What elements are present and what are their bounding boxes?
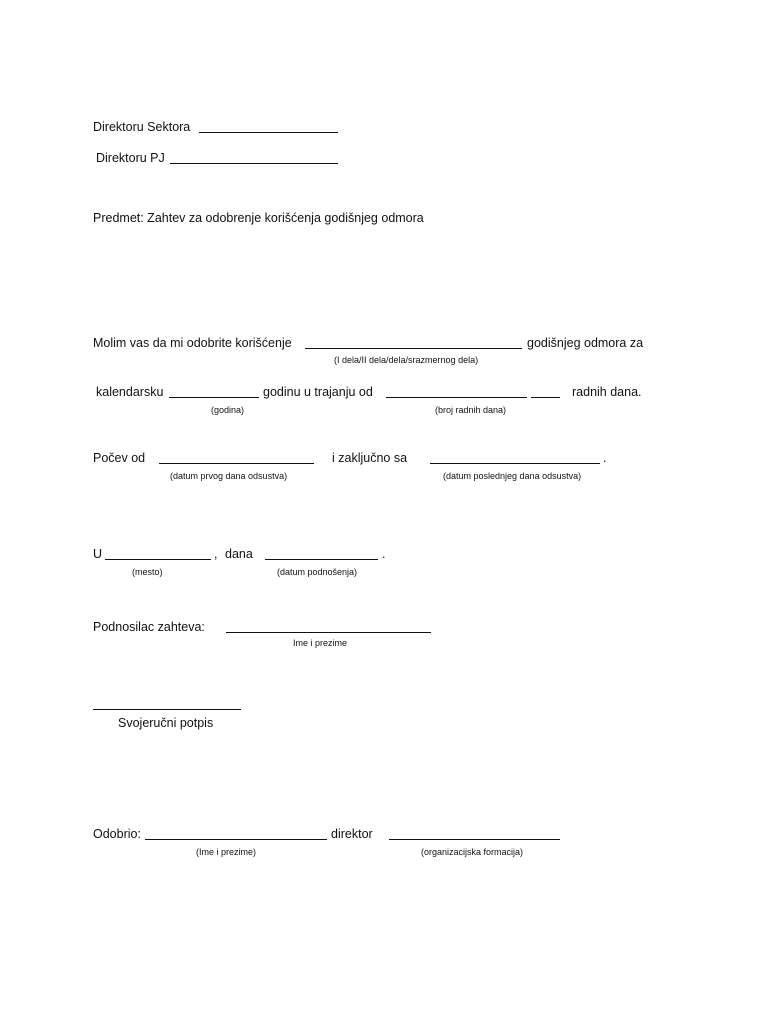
pj-director-label: Direktoru PJ: [96, 151, 165, 165]
days-extra-line[interactable]: [531, 397, 560, 398]
organization-hint: (organizacijska formacija): [421, 847, 524, 857]
start-label: Počev od: [93, 451, 146, 465]
subject-text: Predmet: Zahtev za odobrenje korišćenja godišnjeg odmora: [93, 211, 424, 225]
director-label: direktor: [331, 827, 373, 841]
request-line1-end: godišnjeg odmora za: [527, 336, 644, 350]
year-label: godinu u trajanju od: [263, 385, 373, 399]
place-label: U: [93, 547, 103, 561]
sector-director-line[interactable]: [199, 132, 338, 133]
year-line[interactable]: [169, 397, 259, 398]
end-date-line[interactable]: [430, 463, 600, 464]
vacation-part-hint: (I dela/II dela/dela/srazmernog dela): [334, 355, 479, 365]
days-hint: (broj radnih dana): [435, 405, 507, 415]
days-label: radnih dana.: [572, 385, 642, 399]
signature-line[interactable]: [93, 709, 241, 710]
request-line1-start: Molim vas da mi odobrite korišćenje: [93, 336, 292, 350]
signature-label: Svojeručni potpis: [118, 716, 214, 730]
approver-name-hint: (Ime i prezime): [196, 847, 257, 857]
period-end-dot: .: [603, 451, 607, 465]
days-line[interactable]: [386, 397, 527, 398]
pj-director-line[interactable]: [170, 163, 338, 164]
date-label: dana: [225, 547, 253, 561]
year-hint: (godina): [211, 405, 245, 415]
end-label: i zaključno sa: [332, 451, 408, 465]
start-date-line[interactable]: [159, 463, 314, 464]
applicant-label: Podnosilac zahteva:: [93, 620, 205, 634]
approver-name-line[interactable]: [145, 839, 327, 840]
place-comma: ,: [214, 547, 218, 561]
submission-date-hint: (datum podnošenja): [277, 567, 358, 577]
applicant-name-hint: Ime i prezime: [293, 638, 348, 648]
place-line[interactable]: [105, 559, 211, 560]
date-end-dot: .: [382, 547, 386, 561]
organization-line[interactable]: [389, 839, 560, 840]
start-date-hint: (datum prvog dana odsustva): [170, 471, 288, 481]
place-hint: (mesto): [132, 567, 163, 577]
sector-director-label: Direktoru Sektora: [93, 120, 191, 134]
applicant-name-line[interactable]: [226, 632, 431, 633]
end-date-hint: (datum poslednjeg dana odsustva): [443, 471, 582, 481]
vacation-part-line[interactable]: [305, 348, 522, 349]
calendar-label: kalendarsku: [96, 385, 164, 399]
submission-date-line[interactable]: [265, 559, 378, 560]
approval-label: Odobrio:: [93, 827, 141, 841]
